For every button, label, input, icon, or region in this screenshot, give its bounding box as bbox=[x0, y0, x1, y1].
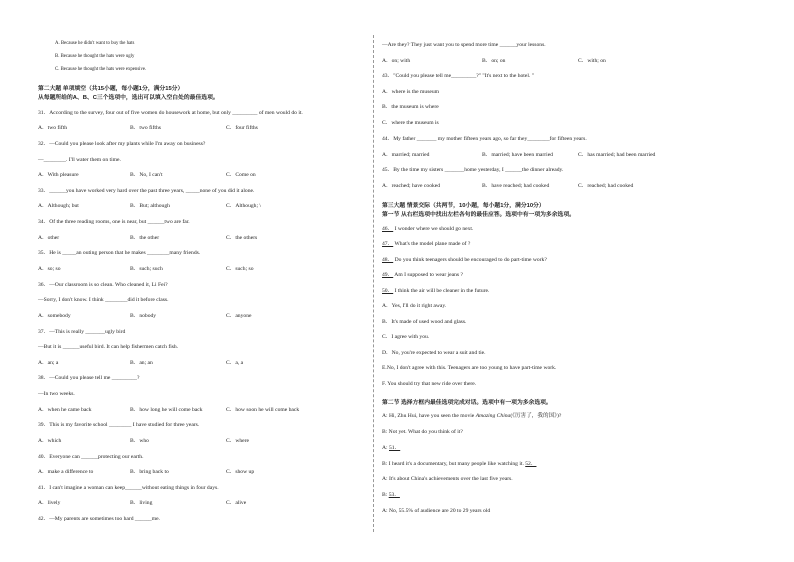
q40-option-b: B．bring back to bbox=[130, 469, 169, 475]
q42-reply: —Are they? They just want you to spend more time ______your lessons. bbox=[382, 42, 546, 48]
q41-option-b: B．living bbox=[130, 500, 153, 506]
q45-option-c: C．reached; had cooked bbox=[578, 183, 634, 189]
answer-a: A．Yes, I'll do it right away. bbox=[382, 303, 447, 309]
q36-option-c: C．anyone bbox=[226, 313, 252, 319]
answer-d: D．No, you're expected to wear a suit and tie. bbox=[382, 350, 486, 356]
q33-option-a: A．Although; but bbox=[38, 203, 79, 209]
dialog-line-b1: B: Not yet. What do you think of it? bbox=[382, 429, 463, 435]
answer-c: C．I agree with you. bbox=[382, 334, 430, 340]
question-40: 40．Everyone can ______protecting our earth. bbox=[38, 454, 144, 460]
question-32: 32．—Could you please look after my plants while I'm away on business? bbox=[38, 141, 206, 147]
option-a: A. Because he didn't want to buy the hats bbox=[55, 41, 135, 46]
dialog-line-a1: A: Hi, Zhu Hui, have you seen the movie Amazing China(《厉害了，我的国》)? bbox=[382, 413, 562, 419]
question-43: 43．"Could you please tell me_________?" "It's next to the hotel. " bbox=[382, 73, 534, 79]
item-47: 47． What's the model plane made of ? bbox=[382, 241, 471, 247]
q43-option-c: C．where the museum is bbox=[382, 120, 439, 126]
question-35: 35．He is _____an outing person that he makes ________many friends. bbox=[38, 250, 201, 256]
question-38-reply: —In two weeks. bbox=[38, 391, 75, 397]
q32-option-c: C．Come on bbox=[226, 172, 256, 178]
q34-option-c: C．the others bbox=[226, 235, 258, 241]
question-33: 33．______you have worked very hard over the past three years, _____none of you did it alone. bbox=[38, 188, 255, 194]
question-36: 36．—Our classroom is so clean. Who cleaned it, Li Fei? bbox=[38, 282, 168, 288]
q39-option-a: A．which bbox=[38, 438, 62, 444]
q42-option-a: A．on; with bbox=[382, 58, 411, 64]
q38-option-a: A．when he came back bbox=[38, 407, 92, 413]
q31-option-b: B．two fifths bbox=[130, 125, 161, 131]
q37-option-c: C．a, a bbox=[226, 360, 244, 366]
q36-option-a: A．somebody bbox=[38, 313, 71, 319]
q32-option-a: A．With pleasure bbox=[38, 172, 79, 178]
q35-option-b: B．such; such bbox=[130, 266, 163, 272]
q31-option-a: A．two fifth bbox=[38, 125, 68, 131]
answer-f: F. You should try that new ride over there. bbox=[382, 381, 477, 387]
question-36-reply: —Sorry, I don't know. I think ________did it before class. bbox=[38, 297, 169, 303]
answer-b: B．It's made of used wood and glass. bbox=[382, 319, 467, 325]
answer-e: E.No, I don't agree with this. Teenagers are too young to have part-time work. bbox=[382, 365, 557, 371]
dialog-line-a2: A: 51． bbox=[382, 445, 401, 451]
q39-option-b: B．who bbox=[130, 438, 149, 444]
question-45: 45．By the time my sisters _______home yesterday, I ______the dinner already. bbox=[382, 167, 564, 173]
part1-instructions: 第一节 从右栏选项中找出左栏各句的最佳应答。选项中有一项为多余选项。 bbox=[382, 212, 575, 218]
q37-option-b: B．an; an bbox=[130, 360, 153, 366]
q37-option-a: A．an; a bbox=[38, 360, 59, 366]
q41-option-c: C．alive bbox=[226, 500, 247, 506]
question-34: 34．Of the three reading rooms, one is near, but ______two are far. bbox=[38, 219, 190, 225]
dialog-line-a3: A: It's about China's achievements over the last five years. bbox=[382, 476, 513, 482]
question-44: 44．My father _______ my mother fifteen years ago, so far they________for fifteen years. bbox=[382, 136, 587, 142]
item-50: 50． I think the air will be cleaner in the future. bbox=[382, 288, 490, 294]
option-b: B. Because he thought the hats were ugly bbox=[55, 54, 135, 59]
item-49: 49． Am I supposed to wear jeans ? bbox=[382, 272, 463, 278]
q45-option-a: A．reached; have cooked bbox=[382, 183, 441, 189]
item-48: 48． Do you think teenagers should be encouraged to do part-time work? bbox=[382, 257, 547, 263]
q33-option-c: C．Although; \ bbox=[226, 203, 261, 209]
q39-option-c: C．where bbox=[226, 438, 249, 444]
q34-option-a: A．other bbox=[38, 235, 60, 241]
section2-instructions: 从每题所给的A、B、C三个选项中，选出可以填入空白处的最佳选项。 bbox=[38, 95, 219, 101]
option-c: C. Because he thought the hats were expensive. bbox=[55, 67, 147, 72]
question-31: 31．According to the survey, four out of five women do housework at home, but only _________ of men would do it. bbox=[38, 110, 303, 116]
section2-title: 第二大题 单项填空（共15小题，每小题1分，满分15分） bbox=[38, 86, 184, 92]
question-39: 39．This is my favorite school ________ I have studied for three years. bbox=[38, 422, 200, 428]
question-41: 41．I can't imagine a woman can keep______without eating things in four days. bbox=[38, 485, 219, 491]
q36-option-b: B．nobody bbox=[130, 313, 157, 319]
question-42: 42．—My parents are sometimes too hard ______me. bbox=[38, 516, 160, 522]
q41-option-a: A．lively bbox=[38, 500, 61, 506]
item-46: 46． I wonder where we should go next. bbox=[382, 226, 474, 232]
q35-option-a: A．so; so bbox=[38, 266, 61, 272]
q38-option-c: C．how soon he will come back bbox=[226, 407, 300, 413]
q44-option-b: B．married; have been married bbox=[482, 152, 553, 158]
q40-option-c: C．show up bbox=[226, 469, 255, 475]
q35-option-c: C．such; so bbox=[226, 266, 254, 272]
question-38: 38．—Could you please tell me _________? bbox=[38, 375, 140, 381]
section3-title: 第三大题 情景交际（共两节，10小题，每小题1分，满分10分） bbox=[382, 203, 545, 209]
q32-option-b: B．No, I can't bbox=[130, 172, 163, 178]
dialog-line-b3: B: 53． bbox=[382, 492, 400, 498]
question-37-reply: —But it is ______useful bird. It can help fishermen catch fish. bbox=[38, 344, 179, 350]
q43-option-a: A．where is the museum bbox=[382, 89, 440, 95]
q33-option-b: B．But; although bbox=[130, 203, 170, 209]
q38-option-b: B．how long he will come back bbox=[130, 407, 203, 413]
dialog-line-a4: A: No, 55.5% of audience are 20 to 29 years old bbox=[382, 508, 491, 514]
part2-instructions: 第二节 选择方框内最佳选项完成对话。选项中有一项为多余选项。 bbox=[382, 400, 552, 406]
question-32-reply: —________. I'll water them on time. bbox=[38, 157, 121, 163]
question-37: 37．—This is really _______ugly bird bbox=[38, 329, 126, 335]
q43-option-b: B．the museum is where bbox=[382, 104, 439, 110]
q44-option-c: C．has married; had been married bbox=[578, 152, 656, 158]
q40-option-a: A．make a difference to bbox=[38, 469, 94, 475]
q34-option-b: B．the other bbox=[130, 235, 160, 241]
column-divider bbox=[373, 35, 374, 532]
q44-option-a: A．married; married bbox=[382, 152, 430, 158]
q42-option-c: C．with; on bbox=[578, 58, 606, 64]
q31-option-c: C．four fifths bbox=[226, 125, 258, 131]
dialog-line-b2: B: I heard it's a documentary, but many people like watching it. 52． bbox=[382, 461, 537, 467]
q45-option-b: B．have reached; had cooked bbox=[482, 183, 550, 189]
q42-option-b: B．on; on bbox=[482, 58, 506, 64]
